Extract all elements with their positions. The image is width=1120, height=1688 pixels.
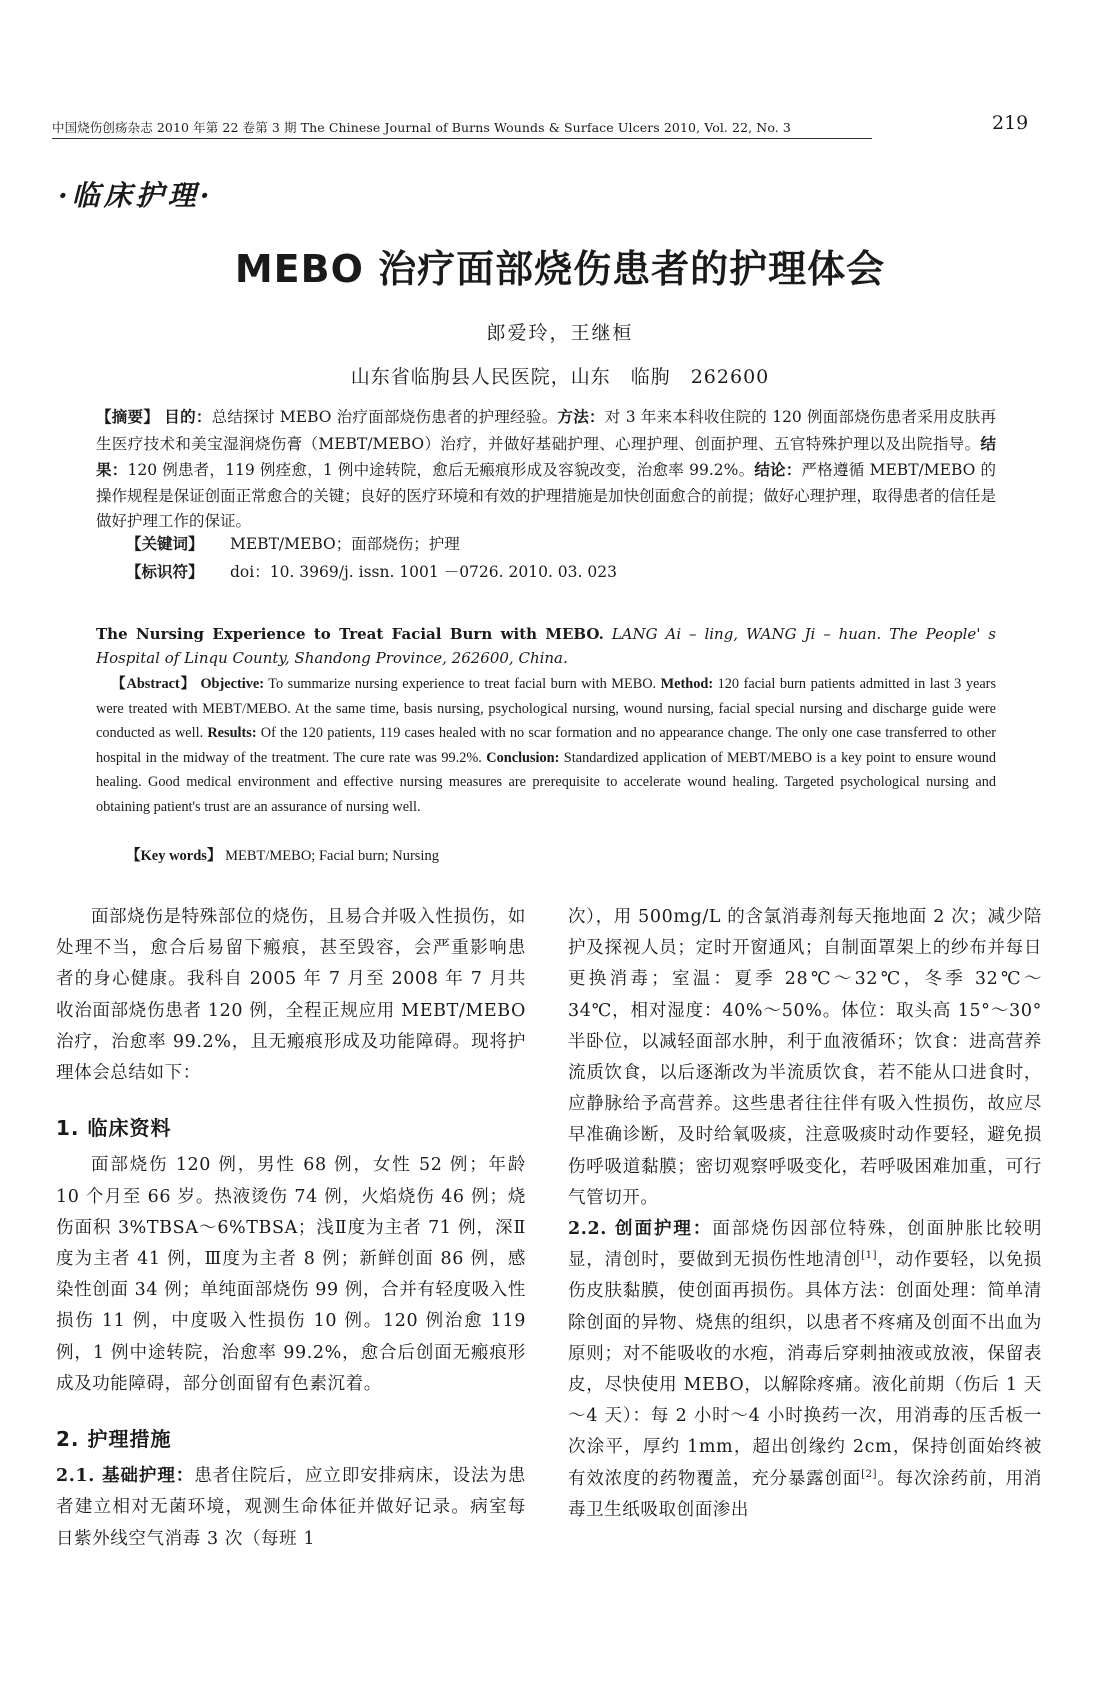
body-column-right xyxy=(568,902,1042,1526)
method-label: 方法： xyxy=(557,407,605,426)
en-method-label: Method: xyxy=(660,676,714,692)
en-conclusion-text: Standardized application of MEBT/MEBO is a key point to ensure wound healing. Good medical environment and effective nursing measures are prerequisite to accelerate wound healing. Targeted psychological nursing and obtaining patient's trust are an assurance of nursing well. xyxy=(96,749,997,815)
english-title-block xyxy=(96,622,996,670)
section-2-2-paragraph xyxy=(568,1214,1042,1526)
abstract-label: 【摘要】 xyxy=(96,407,160,426)
english-affiliation: The People' s Hospital of Linqu County, Shandong Province, 262600, China. xyxy=(96,625,996,667)
en-objective-text: To summarize nursing experience to treat facial burn with MEBO. xyxy=(268,676,657,692)
section-2-1-paragraph xyxy=(56,1461,526,1555)
section-tag: ·临床护理· xyxy=(58,179,214,212)
chinese-abstract xyxy=(96,404,996,535)
section-2-2-label: 2.2. 创面护理： xyxy=(568,1219,713,1240)
method-text: 对 3 年来本科收住院的 120 例面部烧伤患者采用皮肤再生医疗技术和美宝湿润烧伤膏（MEBT/MEBO）治疗，并做好基础护理、心理护理、创面护理、五官特殊护理以及出院指导。 xyxy=(96,408,996,453)
identifier-label: 【标识符】 xyxy=(126,562,204,581)
page-number: 219 xyxy=(992,112,1029,134)
en-results-text: Of the 120 patients, 119 cases healed with no scar formation and no appearance change. The only one case transferred to other hospital in the midway of the treatment. The cure rate was 99.2%. xyxy=(96,725,996,766)
keywords-label: 【关键词】 xyxy=(126,534,204,553)
section-2-1-continued: 次），用 500mg/L 的含氯消毒剂每天拖地面 2 次；减少陪护及探视人员；定时开窗通风；自制面罩架上的纱布并每日更换消毒；室温：夏季 28℃～32℃，冬季 32℃～34℃，相对湿度：40%～50%。体位：取头高 15°～30°半卧位，以减轻面部水肿，利于血液循环；饮食：进高营养流质饮食，以后逐渐改为半流质饮食，若不能从口进食时，应静脉给予高营养。这些患者往往伴有吸入性损伤，故应尽早准确诊断，及时给氧吸痰，注意吸痰时动作要轻，避免损伤呼吸道黏膜；密切观察呼吸变化，若呼吸困难加重，可行气管切开。 xyxy=(568,907,1042,1208)
objective-text: 总结探讨 MEBO 治疗面部烧伤患者的护理经验。 xyxy=(211,408,558,426)
english-title: The Nursing Experience to Treat Facial Burn with MEBO. xyxy=(96,625,604,643)
en-keywords-value: MEBT/MEBO; Facial burn; Nursing xyxy=(225,848,439,864)
en-method-text: 120 facial burn patients admitted in last 3 years were treated with MEBT/MEBO. At the same time, basis nursing, psychological nursing, wound nursing, facial special nursing and discharge guide were conducted as well. xyxy=(96,676,997,741)
en-conclusion-label: Conclusion: xyxy=(486,749,560,766)
conclusion-text: 严格遵循 MEBT/MEBO 的操作规程是保证创面正常愈合的关键；良好的医疗环境和有效的护理措施是加快创面愈合的前提；做好心理护理，取得患者的信任是做好护理工作的保证。 xyxy=(96,461,996,530)
chinese-keywords xyxy=(126,532,996,556)
english-keywords xyxy=(126,844,996,865)
affiliation: 山东省临朐县人民医院，山东 临朐 262600 xyxy=(350,366,770,388)
conclusion-label: 结论： xyxy=(754,460,802,479)
chinese-identifier xyxy=(126,560,996,584)
intro-paragraph: 面部烧伤是特殊部位的烧伤，且易合并吸入性损伤，如处理不当，愈合后易留下瘢痕，甚至毁容，会严重影响患者的身心健康。我科自 2005 年 7 月至 2008 年 7 月共收治面部烧伤患者 120 例，全程正规应用 MEBT/MEBO 治疗，治愈率 99.2%，且无瘢痕形成及功能障碍。现将护理体会总结如下： xyxy=(56,907,526,1084)
reference-2: [2] xyxy=(861,1468,878,1480)
keywords-value: MEBT/MEBO；面部烧伤；护理 xyxy=(230,535,460,553)
article-title: MEBO 治疗面部烧伤患者的护理体会 xyxy=(234,247,886,291)
en-results-label: Results: xyxy=(207,725,257,741)
section-2-heading: 2. 护理措施 xyxy=(56,1427,172,1452)
body-column-left xyxy=(56,902,526,1555)
objective-label: 目的： xyxy=(164,407,212,426)
section-2-2-text-b: ，动作要轻，以免损伤皮肤黏膜，使创面再损伤。具体方法：创面处理：简单清除创面的异物、烧焦的组织，以患者不疼痛及创面不出血为原则；对不能吸收的水疱，消毒后穿刺抽液或放液，保留表皮，尽快使用 MEBO，以解除疼痛。液化前期（伤后 1 天～4 天）：每 2 小时～4 小时换药一次，用消毒的压舌板一次涂平，厚约 1mm，超出创缘约 2cm，保持创面始终被有效浓度的药物覆盖，充分暴露创面 xyxy=(568,1250,1042,1489)
result-text: 120 例患者，119 例痊愈，1 例中途转院，愈后无瘢痕形成及容貌改变，治愈率 99.2%。 xyxy=(127,461,755,479)
en-objective-label: Objective: xyxy=(200,676,264,692)
result-label: 结果： xyxy=(96,433,996,479)
section-1-heading: 1. 临床资料 xyxy=(56,1116,172,1141)
running-header: 中国烧伤创疡杂志 2010 年第 22 卷第 3 期 The Chinese Journal of Burns Wounds & Surface Ulcers 2010, Vol. 22, No. 3 xyxy=(52,118,872,139)
identifier-value: doi：10. 3969/j. issn. 1001 －0726. 2010. 03. 023 xyxy=(230,563,617,581)
english-abstract xyxy=(96,672,996,819)
reference-1: [1] xyxy=(861,1250,878,1262)
section-2-1-label: 2.1. 基础护理： xyxy=(56,1466,195,1487)
authors: 郎爱玲，王继桓 xyxy=(486,322,634,344)
en-abstract-label: 【Abstract】 xyxy=(110,676,196,692)
section-2-2-text-a: 面部烧伤因部位特殊，创面肿胀比较明显，清创时，要做到无损伤性地清创 xyxy=(568,1219,1042,1271)
section-2-1-text: 患者住院后，应立即安排病床，设法为患者建立相对无菌环境，观测生命体征并做好记录。病室每日紫外线空气消毒 3 次（每班 1 xyxy=(56,1466,526,1549)
en-keywords-label: 【Key words】 xyxy=(126,848,222,864)
english-authors: LANG Ai – ling, WANG Ji – huan. xyxy=(611,625,882,643)
section-1-paragraph: 面部烧伤 120 例，男性 68 例，女性 52 例；年龄 10 个月至 66 岁。热液烫伤 74 例，火焰烧伤 46 例；烧伤面积 3%TBSA～6%TBSA；浅Ⅱ度为主者 71 例，深Ⅱ度为主者 41 例，Ⅲ度为主者 8 例；新鲜创面 86 例，感染性创面 34 例；单纯面部烧伤 99 例，合并有轻度吸入性损伤 11 例，中度吸入性损伤 10 例。120 例治愈 119 例，1 例中途转院，治愈率 99.2%，愈合后创面无瘢痕形成及功能障碍，部分创面留有色素沉着。 xyxy=(56,1155,526,1394)
section-2-2-text-c: 。每次涂药前，用消毒卫生纸吸取创面渗出 xyxy=(568,1468,1042,1520)
